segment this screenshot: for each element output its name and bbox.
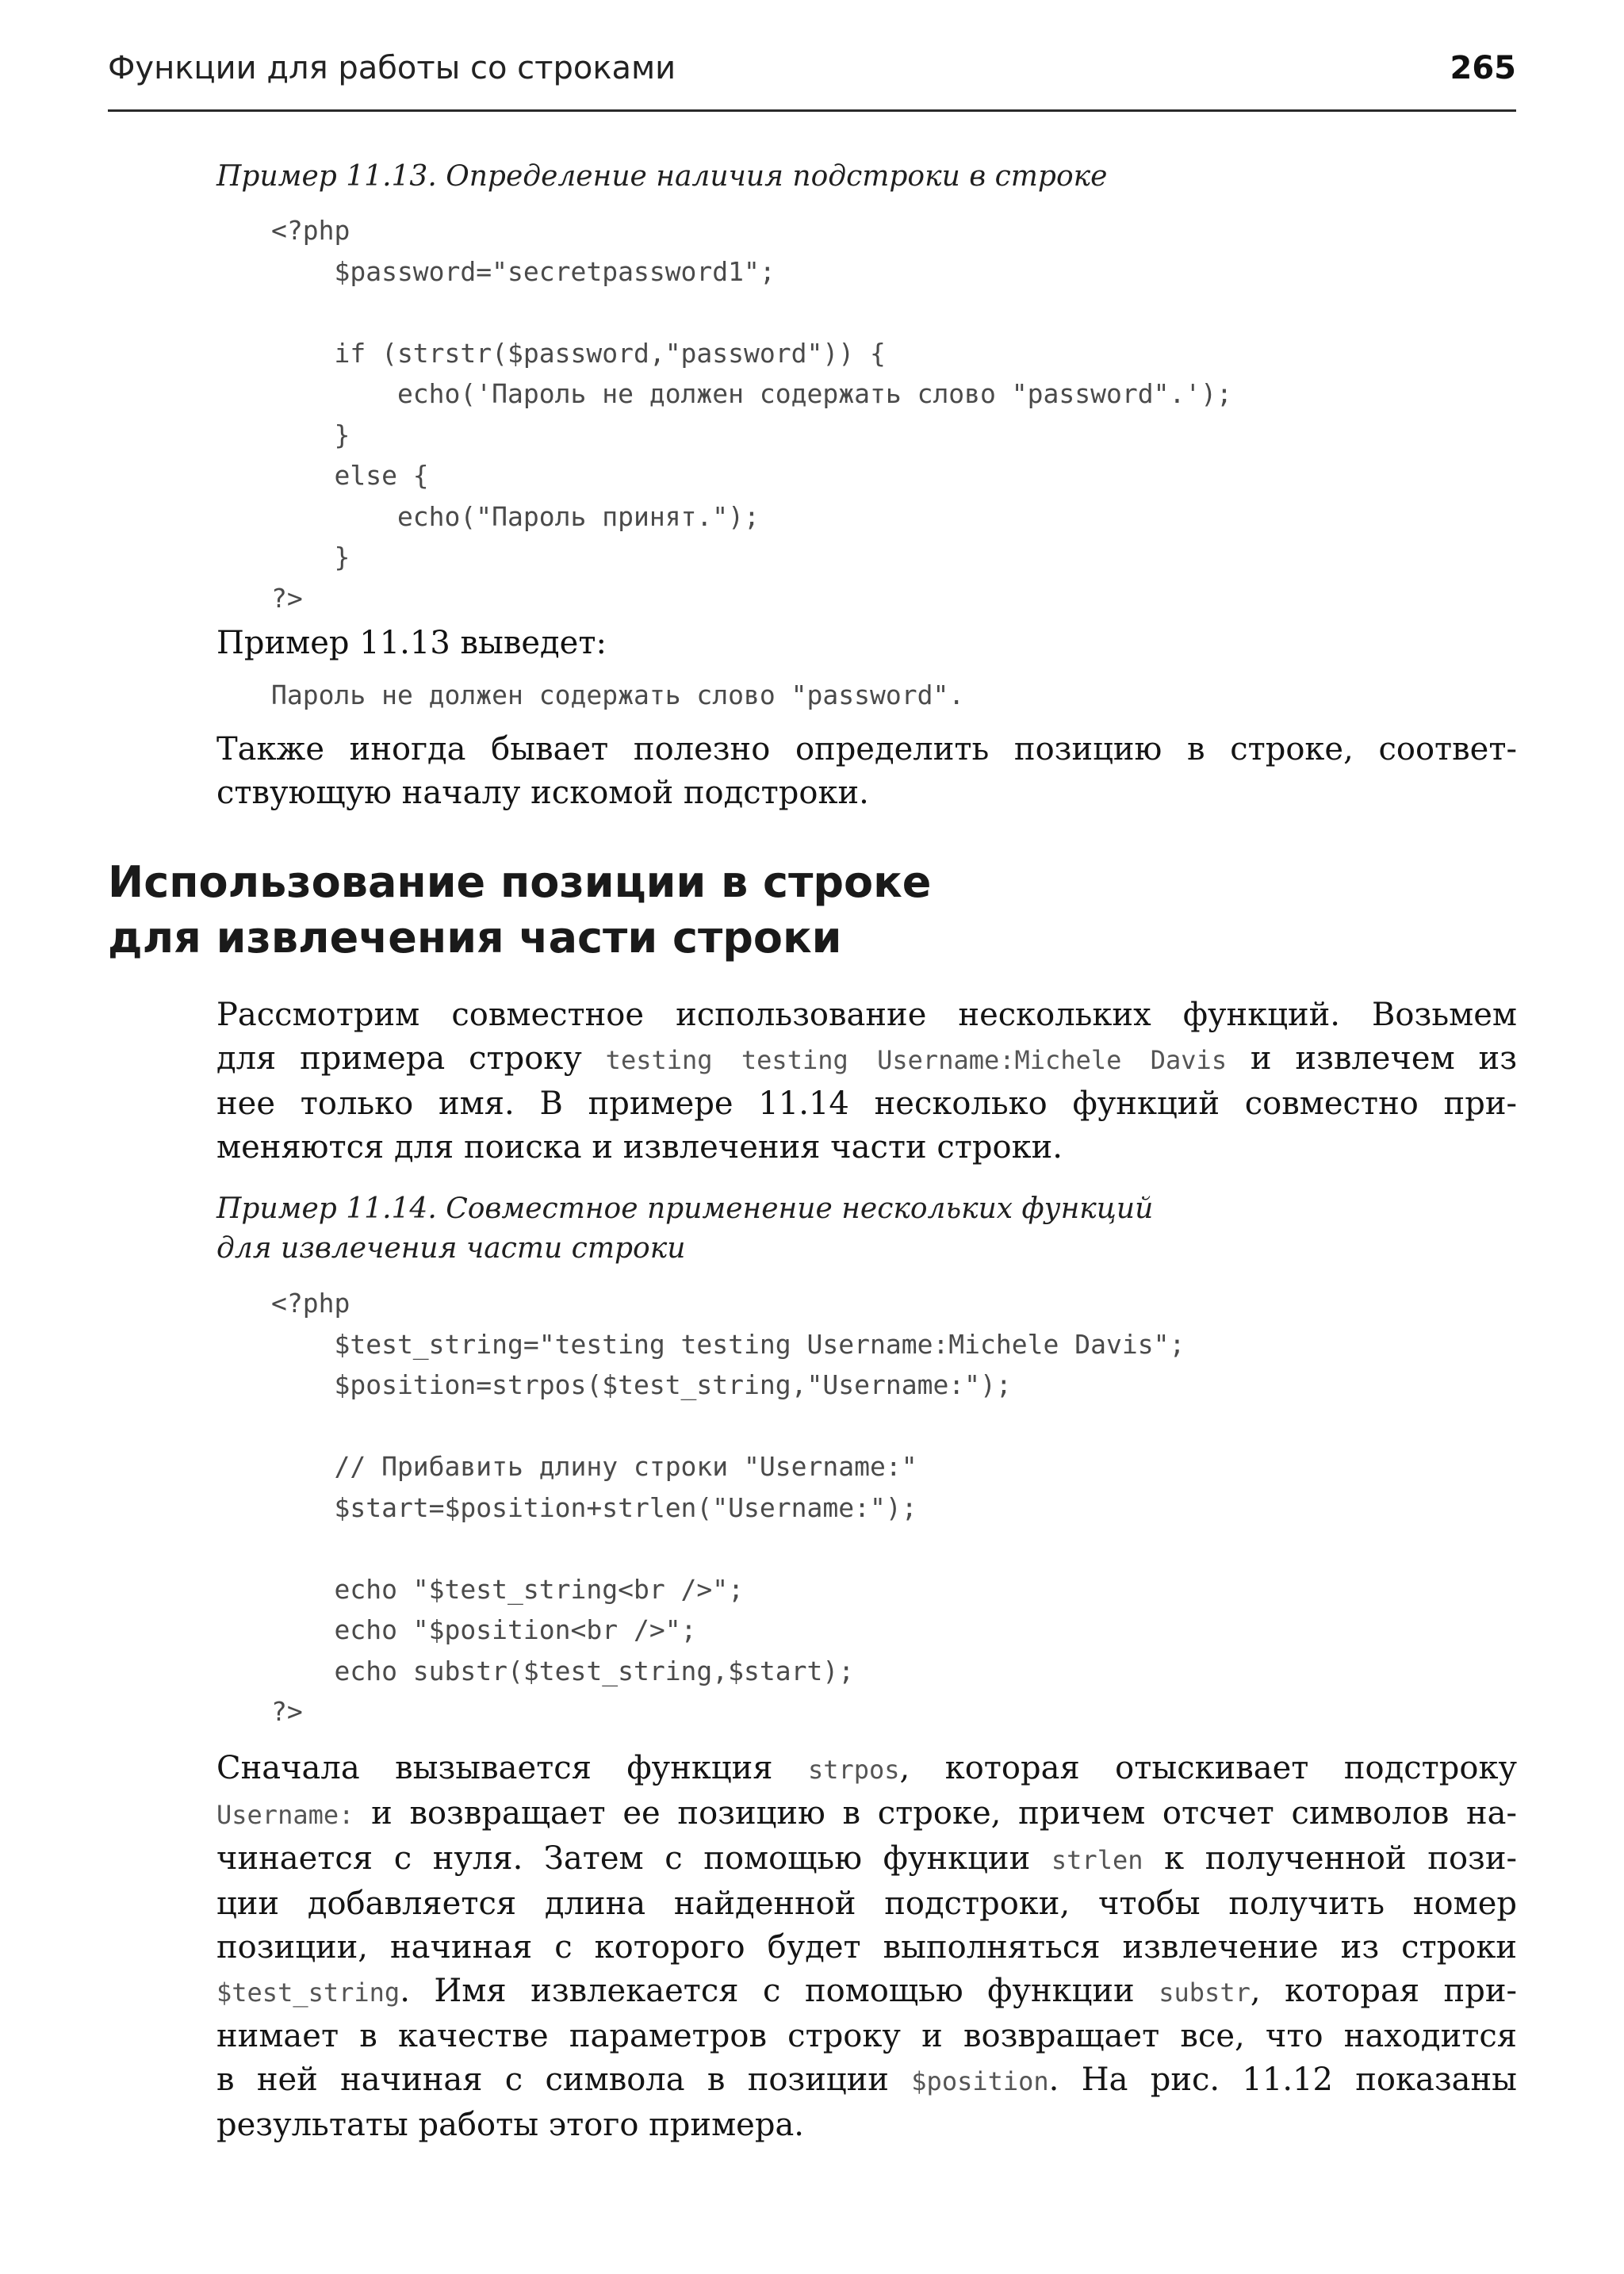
paragraph-line — [216, 1747, 1517, 1792]
paragraph-line — [216, 2058, 1517, 2104]
paragraph-line: ции добавляется длина найденной подстроки, чтобы получить номер — [216, 1885, 1517, 1922]
caption-line: для извлечения части строки — [216, 1232, 686, 1265]
inline-code: Username: — [216, 1800, 354, 1830]
paragraph-line — [216, 1837, 1517, 1882]
example-caption-11-13: Пример 11.13. Определение наличия подстроки в строке — [216, 160, 1108, 193]
running-header — [108, 46, 1516, 112]
inline-code: strlen — [1051, 1845, 1143, 1875]
inline-code: substr — [1159, 1977, 1251, 2008]
paragraph-line — [216, 1037, 1517, 1082]
paragraph-line: нее только имя. В примере 11.14 несколько функций совместно при- — [216, 1085, 1517, 1122]
paragraph-line: нимает в качестве параметров строку и возвращает все, что находится — [216, 2018, 1517, 2054]
paragraph-line — [216, 1970, 1517, 2015]
text-run: , которая при- — [1250, 1973, 1517, 2009]
inline-code: $position — [911, 2066, 1049, 2096]
code-block-11-14: <?php $test_string="testing testing Username:Michele Davis"; $position=strpos($test_string,"Username:"); // Прибавить длину строки "Username:" $start=$position+strlen("Username:"); echo "$test_string<br />"; echo "$position<br />"; echo substr($test_string,$start); ?> — [271, 1288, 1185, 1727]
text-run: к полученной пози- — [1164, 1840, 1518, 1877]
output-label: Пример 11.13 выведет: — [216, 625, 607, 661]
paragraph-position-intro — [216, 728, 1517, 815]
inline-code: strpos — [807, 1755, 900, 1785]
text-run: и извлечем из — [1250, 1040, 1518, 1077]
inline-code: $test_string — [216, 1977, 400, 2008]
paragraph-line: ствующую началу искомой подстроки. — [216, 775, 869, 811]
paragraph-intro — [216, 993, 1517, 1170]
section-heading-line: для извлечения части строки — [108, 913, 842, 963]
paragraph-line — [216, 1792, 1517, 1837]
caption-line: Пример 11.14. Совместное применение нескольких функций — [216, 1193, 1154, 1225]
paragraph-line: позиции, начиная с которого будет выполняться извлечение из строки — [216, 1929, 1517, 1966]
paragraph-line: Также иногда бывает полезно определить позицию в строке, соответ- — [216, 731, 1517, 768]
paragraph-line: результаты работы этого примера. — [216, 2107, 805, 2143]
text-run: чинается с нуля. Затем с помощью функции — [216, 1840, 1031, 1877]
text-run: и возвращает ее позицию в строке, причем отсчет символов на- — [371, 1795, 1517, 1832]
code-block-11-13: <?php $password="secretpassword1"; if (strstr($password,"password")) { echo('Пароль не должен содержать слово "password".'); } else { echo("Пароль принят."); } ?> — [271, 215, 1232, 614]
text-run: в ней начиная с символа в позиции — [216, 2062, 889, 2098]
page-number: 265 — [1450, 50, 1516, 86]
text-run: , которая отыскивает подстроку — [899, 1750, 1517, 1786]
inline-code: testing testing Username:Michele Davis — [605, 1045, 1228, 1075]
text-run: . Имя извлекается с помощью функции — [400, 1973, 1135, 2009]
paragraph-explanation — [216, 1747, 1517, 2147]
text-run: . На рис. 11.12 показаны — [1048, 2062, 1518, 2098]
example-caption-11-14 — [216, 1189, 1153, 1269]
paragraph-line: меняются для поиска и извлечения части строки. — [216, 1129, 1063, 1166]
section-heading — [108, 855, 931, 966]
paragraph-line: Рассмотрим совместное использование нескольких функций. Возьмем — [216, 997, 1517, 1033]
running-title: Функции для работы со строками — [108, 50, 676, 86]
section-heading-line: Использование позиции в строке — [108, 857, 932, 907]
text-run: для примера строку — [216, 1040, 582, 1077]
text-run: Сначала вызывается функция — [216, 1750, 773, 1786]
output-block-11-13: Пароль не должен содержать слово "password". — [271, 680, 965, 710]
